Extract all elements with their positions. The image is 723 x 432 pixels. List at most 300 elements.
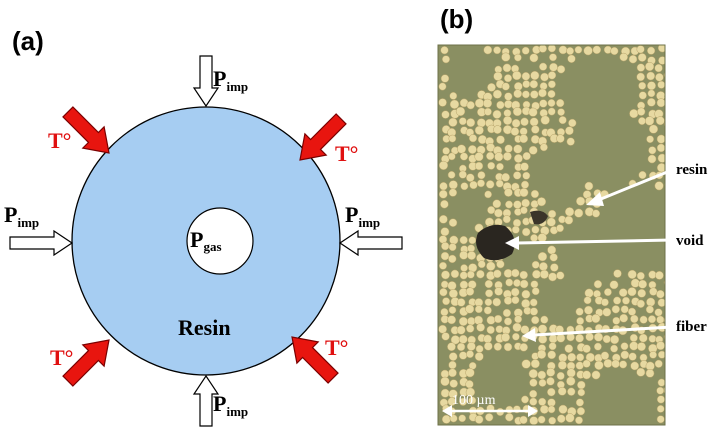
fiber: [459, 317, 468, 326]
fiber: [657, 144, 665, 152]
fiber: [539, 262, 547, 270]
fiber: [647, 47, 655, 55]
fiber: [470, 181, 478, 189]
fiber: [541, 316, 549, 324]
fiber: [460, 153, 468, 161]
fiber: [639, 92, 647, 100]
pressure-label-right: [345, 202, 380, 230]
fiber: [504, 269, 512, 277]
fiber: [514, 82, 522, 90]
fiber: [665, 369, 674, 378]
pressure-bottom-main: P: [213, 391, 227, 416]
fiber: [538, 325, 547, 334]
fiber: [541, 116, 550, 125]
fiber: [514, 316, 521, 323]
fiber: [441, 242, 449, 250]
fiber: [647, 98, 655, 106]
fiber: [646, 369, 654, 377]
fiber: [459, 171, 467, 179]
fiber: [577, 317, 584, 324]
fiber: [640, 316, 648, 324]
fiber: [649, 335, 656, 342]
pressure-top-main: P: [213, 66, 227, 91]
fiber: [610, 281, 618, 289]
fiber: [630, 342, 639, 351]
fiber: [556, 225, 563, 232]
fiber: [657, 416, 664, 423]
fiber: [494, 72, 503, 81]
fiber: [439, 215, 447, 223]
fiber: [655, 73, 663, 81]
fiber: [493, 270, 501, 278]
fiber: [565, 345, 573, 353]
fiber: [548, 210, 556, 218]
fiber: [520, 271, 528, 279]
fiber: [530, 118, 538, 126]
fiber: [637, 64, 645, 72]
fiber: [457, 326, 465, 334]
fiber: [566, 377, 575, 386]
fiber: [439, 161, 448, 170]
fiber: [666, 138, 674, 146]
fiber: [584, 297, 591, 304]
fiber: [468, 145, 476, 153]
fiber: [647, 72, 655, 80]
fiber: [665, 65, 673, 73]
fiber: [520, 207, 527, 214]
pressure-arrow-left: [10, 231, 72, 255]
fiber: [487, 83, 495, 91]
fiber: [497, 101, 505, 109]
fiber: [496, 180, 503, 187]
fiber: [631, 362, 639, 370]
fiber: [604, 288, 611, 295]
fiber: [503, 125, 512, 134]
fiber: [477, 119, 486, 128]
fiber: [475, 352, 483, 360]
fiber: [559, 405, 568, 414]
fiber: [460, 281, 468, 289]
fiber: [475, 415, 483, 423]
fiber: [439, 325, 447, 333]
fiber: [496, 326, 503, 333]
fiber: [496, 136, 504, 144]
fiber: [647, 82, 655, 90]
fiber: [657, 405, 664, 412]
fiber: [613, 317, 620, 324]
fiber: [532, 226, 540, 234]
fiber: [501, 333, 510, 342]
fiber: [529, 146, 537, 154]
fiber: [447, 343, 455, 351]
fiber: [628, 308, 636, 316]
fiber: [549, 417, 556, 424]
resin-label: Resin: [178, 315, 231, 340]
fiber: [467, 342, 475, 350]
fiber: [530, 417, 538, 425]
fiber: [576, 334, 584, 342]
fiber: [637, 108, 645, 116]
fiber: [548, 81, 555, 88]
fiber: [612, 305, 620, 313]
fiber: [531, 190, 539, 198]
fiber: [495, 287, 503, 295]
fiber: [441, 75, 449, 83]
fiber: [657, 396, 665, 404]
fiber: [657, 99, 665, 107]
fiber: [522, 47, 529, 54]
fiber: [460, 251, 468, 259]
fiber: [519, 135, 527, 143]
fiber: [655, 360, 663, 368]
fiber: [548, 351, 556, 359]
fiber: [522, 228, 530, 236]
fiber: [488, 162, 495, 169]
fiber: [538, 89, 546, 97]
temperature-label-bottom-left: T°: [50, 345, 74, 370]
fiber: [595, 361, 604, 370]
arrow-shape: [10, 231, 72, 255]
fiber: [584, 306, 592, 314]
fiber: [493, 298, 501, 306]
fiber: [559, 116, 567, 124]
fiber: [442, 56, 449, 63]
fiber: [513, 172, 521, 180]
fiber: [513, 201, 521, 209]
fiber: [530, 80, 538, 88]
fiber: [439, 83, 446, 90]
fiber: [666, 415, 674, 423]
fiber: [558, 387, 566, 395]
fiber: [650, 351, 657, 358]
fiber: [620, 53, 628, 61]
fiber: [666, 111, 675, 120]
fiber: [628, 270, 637, 279]
fiber: [621, 306, 629, 314]
fiber: [558, 109, 565, 116]
fiber: [520, 128, 528, 136]
fiber: [475, 306, 482, 313]
fiber: [655, 182, 664, 191]
fiber: [575, 417, 582, 424]
fiber: [565, 216, 573, 224]
fiber: [538, 233, 547, 242]
fiber: [448, 255, 456, 263]
fiber: [657, 316, 665, 324]
fiber: [548, 246, 556, 254]
scale-bar-label: 100 µm: [452, 393, 496, 408]
fiber: [439, 99, 447, 107]
fiber: [466, 368, 475, 377]
fiber: [648, 155, 656, 163]
fiber: [441, 271, 449, 279]
fiber: [604, 359, 612, 367]
fiber: [514, 90, 522, 98]
fiber: [440, 182, 448, 190]
fiber: [577, 381, 585, 389]
fiber: [442, 111, 450, 119]
fiber: [466, 325, 474, 333]
fiber: [449, 289, 458, 298]
fiber: [667, 144, 675, 152]
fiber: [461, 183, 468, 190]
fiber: [447, 316, 455, 324]
fiber: [557, 334, 565, 342]
fiber: [547, 218, 556, 227]
fiber: [547, 368, 555, 376]
fiber: [457, 298, 465, 306]
fiber: [469, 237, 476, 244]
fiber: [450, 236, 459, 245]
pressure-left-main: P: [4, 202, 18, 227]
temperature-label-bottom-right: T°: [325, 335, 349, 360]
fiber: [459, 352, 467, 360]
fiber: [549, 335, 557, 343]
fiber: [477, 180, 484, 187]
fiber: [530, 91, 538, 99]
fiber: [531, 359, 540, 368]
fiber: [557, 372, 565, 380]
fiber: [493, 126, 501, 134]
fiber: [504, 74, 512, 82]
fiber: [512, 119, 520, 127]
fiber: [666, 307, 675, 316]
fiber: [531, 71, 540, 80]
fiber: [603, 335, 611, 343]
fiber: [568, 55, 576, 63]
fiber: [592, 314, 601, 323]
fiber: [538, 416, 545, 423]
fiber: [484, 46, 492, 54]
fiber: [556, 135, 564, 143]
fiber: [448, 171, 455, 178]
fiber: [520, 163, 528, 171]
fiber: [657, 387, 664, 394]
fiber: [522, 72, 530, 80]
fiber: [658, 379, 665, 386]
fiber: [666, 156, 674, 164]
fiber: [593, 46, 601, 54]
fiber: [639, 82, 646, 89]
fiber: [645, 117, 654, 126]
fiber: [665, 44, 673, 52]
fiber: [441, 281, 448, 288]
fiber: [493, 110, 501, 118]
fiber: [465, 305, 474, 314]
fiber: [638, 289, 646, 297]
gas-pressure-main: P: [190, 227, 204, 252]
fiber: [665, 173, 673, 181]
fiber: [639, 171, 647, 179]
fiber: [475, 152, 484, 161]
fiber: [521, 396, 528, 403]
fiber: [648, 315, 656, 323]
fiber: [549, 54, 556, 61]
fiber: [441, 389, 449, 397]
fiber: [512, 333, 519, 340]
fiber: [592, 371, 600, 379]
panel-b-label: (b): [440, 4, 474, 34]
fiber: [530, 54, 538, 62]
fiber: [539, 100, 547, 108]
fiber: [655, 64, 663, 72]
fiber: [513, 279, 520, 286]
fiber: [514, 145, 523, 154]
fiber: [612, 360, 620, 368]
fiber: [576, 354, 584, 362]
fiber: [637, 342, 645, 350]
fiber: [467, 251, 475, 259]
fiber: [566, 47, 573, 54]
fiber: [566, 414, 575, 423]
fiber: [502, 53, 511, 62]
fiber: [637, 300, 645, 308]
fiber: [532, 270, 540, 278]
fiber: [506, 406, 513, 413]
fiber: [523, 80, 530, 87]
fiber: [621, 343, 628, 350]
fiber: [520, 343, 528, 351]
fiber: [539, 379, 546, 386]
fiber: [530, 234, 537, 241]
fiber: [576, 399, 584, 407]
fiber: [594, 343, 601, 350]
fiber: [459, 335, 467, 343]
fiber: [449, 243, 456, 250]
fiber: [565, 127, 573, 135]
fiber: [656, 341, 664, 349]
fiber: [449, 189, 457, 197]
fiber: [622, 297, 629, 304]
fiber: [547, 388, 555, 396]
fiber: [538, 335, 547, 344]
fiber: [450, 380, 458, 388]
fiber: [576, 197, 585, 206]
fiber: [529, 390, 537, 398]
fiber: [568, 353, 576, 361]
arrow-shape: [340, 231, 402, 255]
fiber: [621, 351, 629, 359]
fiber: [576, 308, 584, 316]
fiber: [440, 288, 448, 296]
fiber: [638, 280, 646, 288]
fiber: [540, 82, 547, 89]
fiber: [557, 65, 565, 73]
fiber: [537, 350, 546, 359]
fiber: [522, 91, 529, 98]
fiber: [487, 316, 495, 324]
fiber: [484, 342, 492, 350]
pressure-bottom-sub: imp: [226, 404, 249, 419]
fiber: [637, 368, 645, 376]
panel-a-label: (a): [12, 26, 44, 56]
fiber: [503, 116, 512, 125]
fiber: [665, 407, 672, 414]
fiber: [529, 369, 538, 378]
fiber: [557, 415, 565, 423]
fiber: [449, 118, 458, 127]
fiber: [601, 352, 609, 360]
fiber: [637, 73, 645, 81]
fiber: [512, 226, 519, 233]
fiber: [512, 296, 520, 304]
fiber: [449, 361, 457, 369]
fiber: [620, 314, 628, 322]
fiber: [539, 63, 547, 71]
fiber: [440, 200, 448, 208]
fiber: [556, 272, 564, 280]
fiber: [485, 299, 492, 306]
fiber: [442, 415, 450, 423]
fiber: [448, 281, 457, 290]
fiber: [529, 108, 538, 117]
fiber: [629, 353, 637, 361]
fiber: [540, 144, 547, 151]
resin-callout-label: resin: [676, 162, 708, 178]
fiber: [567, 369, 576, 378]
fiber: [550, 254, 558, 262]
fiber: [484, 307, 492, 315]
fiber: [614, 270, 622, 278]
fiber: [583, 345, 591, 353]
fiber: [585, 182, 593, 190]
fiber: [467, 118, 475, 126]
fiber: [513, 219, 521, 227]
pressure-label-top: [213, 66, 248, 94]
fiber: [487, 206, 495, 214]
fiber: [514, 154, 522, 162]
fiber: [667, 360, 674, 367]
fiber: [548, 90, 556, 98]
fiber: [451, 270, 459, 278]
fiber: [502, 173, 510, 181]
fiber: [637, 272, 645, 280]
fiber: [477, 323, 485, 331]
fiber: [449, 135, 456, 142]
fiber: [629, 55, 637, 63]
fiber: [567, 138, 575, 146]
fiber: [460, 272, 468, 280]
fiber: [506, 279, 513, 286]
fiber: [487, 326, 495, 334]
fiber: [583, 360, 591, 368]
fiber: [441, 228, 449, 236]
fiber: [532, 261, 539, 268]
fiber: [485, 413, 493, 421]
fiber: [522, 360, 531, 369]
fiber: [550, 264, 558, 272]
fiber: [448, 369, 456, 377]
fiber: [657, 135, 665, 143]
fiber: [630, 334, 638, 342]
fiber: [578, 389, 585, 396]
fiber: [503, 309, 511, 317]
fiber: [504, 100, 512, 108]
fiber: [449, 219, 457, 227]
fiber: [548, 108, 555, 115]
fiber: [667, 161, 674, 168]
fiber: [450, 92, 457, 99]
fiber: [511, 288, 519, 296]
fiber: [548, 399, 556, 407]
fiber: [530, 308, 538, 316]
micrograph: [438, 44, 675, 425]
fiber: [565, 207, 574, 216]
temperature-label-top-left: T°: [48, 128, 72, 153]
fiber: [537, 197, 546, 206]
fiber: [667, 396, 674, 403]
fiber: [630, 109, 639, 118]
